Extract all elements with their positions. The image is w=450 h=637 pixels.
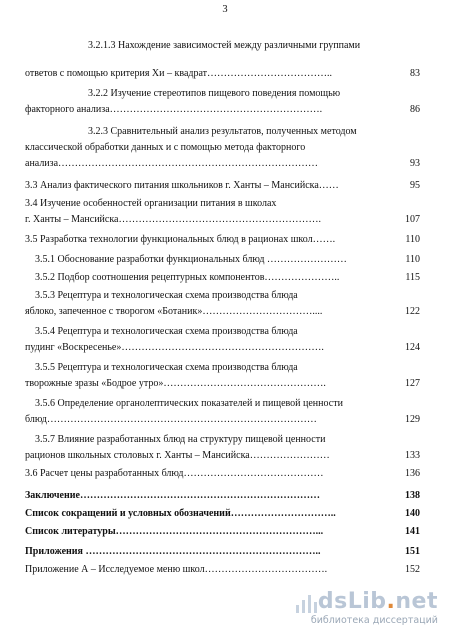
toc-entry-line: Список сокращений и условных обозначений…………………………..: [25, 508, 336, 519]
toc-page-number: 127: [405, 378, 420, 389]
toc-entry-line: 3.5.5 Рецептура и технологическая схема производства блюда: [35, 362, 298, 373]
toc-page-number: 151: [405, 546, 420, 557]
toc-entry-line: рационов школьных столовых г. Ханты – Мансийска……………………: [25, 450, 330, 461]
toc-entry-line: анализа……………………………………………………………………: [25, 158, 319, 169]
toc-page-number: 136: [405, 468, 420, 479]
toc-entry-line: 3.2.1.3 Нахождение зависимостей между различными группами: [88, 40, 361, 51]
toc-entry-line: г. Ханты – Мансийска…………………………………………………….: [25, 214, 321, 225]
toc-entry-line: 3.2.2 Изучение стереотипов пищевого поведения помощью: [88, 88, 341, 99]
toc-page-number: 141: [405, 526, 420, 537]
toc-page-number: 83: [410, 68, 420, 79]
toc-entry-line: 3.5.2 Подбор соотношения рецептурных компонентов…………………..: [35, 272, 340, 283]
toc-page-number: 95: [410, 180, 420, 191]
toc-entry-line: 3.4 Изучение особенностей организации питания в школах: [25, 198, 277, 209]
toc-page-number: 93: [410, 158, 420, 169]
page-number: 3: [222, 4, 228, 15]
toc-entry-line: ответов с помощью критерия Хи – квадрат………………………………..: [25, 68, 333, 79]
toc-page-number: 107: [405, 214, 420, 225]
toc-page-number: 129: [405, 414, 420, 425]
toc-entry-line: блюд………………………………………………………………………: [25, 414, 317, 425]
toc-entry-line: пудинг «Воскресенье»…………………………………………………….: [25, 342, 324, 353]
toc-entry-line: 3.5.6 Определение органолептических показателей и пищевой ценности: [35, 398, 343, 409]
toc-page-number: 86: [410, 104, 420, 115]
toc-page-number: 138: [405, 490, 420, 501]
toc-entry-line: 3.2.3 Сравнительный анализ результатов, полученных методом: [88, 126, 357, 137]
toc-entry-line: факторного анализа……………………………………………………….: [25, 104, 323, 115]
toc-entry-line: классической обработки данных и с помощью метода факторного: [25, 142, 306, 153]
toc-page-number: 115: [405, 272, 420, 283]
toc-page-number: 133: [405, 450, 420, 461]
toc-entry-line: творожные зразы «Бодрое утро»………………………………………….: [25, 378, 326, 389]
toc-entry-line: 3.5.4 Рецептура и технологическая схема производства блюда: [35, 326, 298, 337]
toc-entry-line: Заключение………………………………………………………………: [25, 490, 320, 501]
toc-entry-line: 3.3 Анализ фактического питания школьников г. Ханты – Мансийска……: [25, 180, 339, 191]
watermark-caption: библиотека диссертаций: [310, 615, 438, 626]
toc-page-number: 124: [405, 342, 420, 353]
toc-entry-line: 3.5.1 Обоснование разработки функциональных блюд ……………………: [35, 254, 347, 265]
toc-entry-line: яблоко, запеченное с творогом «Ботаник»……………………………....: [25, 306, 323, 317]
toc-entry-line: Список литературы……………………………………………………...: [25, 526, 324, 537]
toc-page-number: 152: [405, 564, 420, 575]
toc-entry-line: 3.5.3 Рецептура и технологическая схема производства блюда: [35, 290, 298, 301]
toc-entry-line: 3.6 Расчет цены разработанных блюд……………………………………: [25, 468, 324, 479]
toc-entry-line: Приложение А – Исследуемое меню школ……………………………….: [25, 564, 328, 575]
toc-page-number: 110: [405, 254, 420, 265]
toc-page-number: 110: [405, 234, 420, 245]
toc-page-number: 140: [405, 508, 420, 519]
logo-bars-icon: [296, 595, 320, 613]
toc-page-number: 122: [405, 306, 420, 317]
toc-entry-line: Приложения ……………………………………………………………..: [25, 546, 321, 557]
toc-entry-line: 3.5.7 Влияние разработанных блюд на структуру пищевой ценности: [35, 434, 326, 445]
watermark-logo: dsLib.net: [317, 589, 438, 614]
toc-entry-line: 3.5 Разработка технологии функциональных блюд в рационах школ…….: [25, 234, 336, 245]
watermark: [288, 589, 438, 629]
